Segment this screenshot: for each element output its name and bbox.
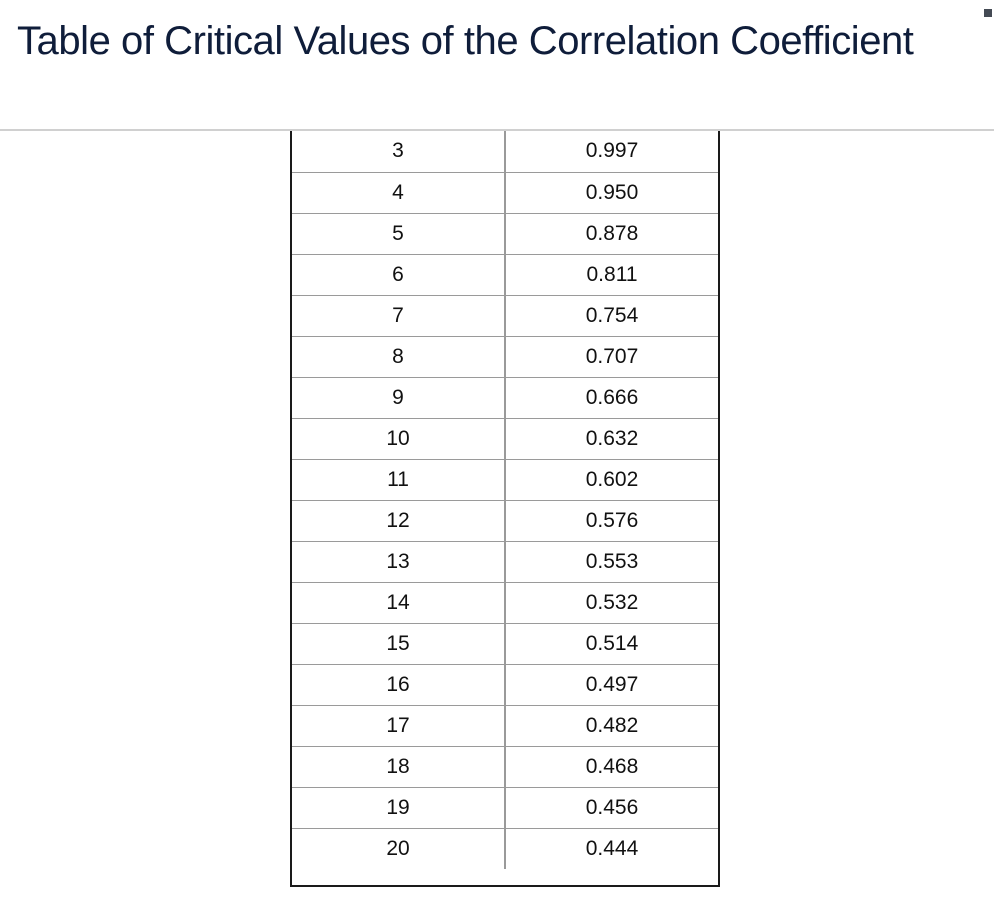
sample-size-cell: 13 bbox=[292, 541, 505, 582]
table-row bbox=[292, 213, 718, 254]
sample-size-cell: 10 bbox=[292, 418, 505, 459]
table-row bbox=[292, 746, 718, 787]
sample-size-cell: 19 bbox=[292, 787, 505, 828]
critical-value-cell: 0.497 bbox=[505, 664, 718, 705]
sample-size-cell: 12 bbox=[292, 500, 505, 541]
critical-value-cell: 0.666 bbox=[505, 377, 718, 418]
critical-value-cell: 0.997 bbox=[505, 131, 718, 172]
critical-value-cell: 0.456 bbox=[505, 787, 718, 828]
table-row bbox=[292, 541, 718, 582]
sample-size-cell: 6 bbox=[292, 254, 505, 295]
table-row bbox=[292, 254, 718, 295]
table-row bbox=[292, 664, 718, 705]
sample-size-cell: 3 bbox=[292, 131, 505, 172]
table-row bbox=[292, 623, 718, 664]
critical-values-grid bbox=[292, 131, 718, 869]
sample-size-cell: 17 bbox=[292, 705, 505, 746]
page-title: Table of Critical Values of the Correlation Coefficient bbox=[17, 19, 914, 63]
sample-size-cell: 4 bbox=[292, 172, 505, 213]
critical-value-cell: 0.514 bbox=[505, 623, 718, 664]
table-row bbox=[292, 131, 718, 172]
critical-value-cell: 0.482 bbox=[505, 705, 718, 746]
table-row bbox=[292, 705, 718, 746]
table-row bbox=[292, 295, 718, 336]
critical-value-cell: 0.950 bbox=[505, 172, 718, 213]
table-body bbox=[292, 131, 718, 869]
critical-value-cell: 0.632 bbox=[505, 418, 718, 459]
sample-size-cell: 5 bbox=[292, 213, 505, 254]
critical-value-cell: 0.532 bbox=[505, 582, 718, 623]
table-row bbox=[292, 459, 718, 500]
table-row bbox=[292, 787, 718, 828]
sample-size-cell: 16 bbox=[292, 664, 505, 705]
critical-value-cell: 0.707 bbox=[505, 336, 718, 377]
sample-size-cell: 9 bbox=[292, 377, 505, 418]
table-row bbox=[292, 377, 718, 418]
critical-value-cell: 0.878 bbox=[505, 213, 718, 254]
table-row bbox=[292, 582, 718, 623]
sample-size-cell: 18 bbox=[292, 746, 505, 787]
sample-size-cell: 14 bbox=[292, 582, 505, 623]
table-row bbox=[292, 336, 718, 377]
resize-handle-icon[interactable] bbox=[984, 9, 992, 17]
table-row bbox=[292, 418, 718, 459]
critical-value-cell: 0.754 bbox=[505, 295, 718, 336]
critical-values-table bbox=[290, 131, 720, 887]
sample-size-cell: 7 bbox=[292, 295, 505, 336]
table-row bbox=[292, 500, 718, 541]
critical-value-cell: 0.444 bbox=[585, 836, 639, 860]
critical-value-cell: 0.602 bbox=[505, 459, 718, 500]
table-row bbox=[292, 172, 718, 213]
sample-size-cell: 11 bbox=[292, 459, 505, 500]
critical-value-cell: 0.468 bbox=[505, 746, 718, 787]
critical-value-cell: 0.811 bbox=[505, 254, 718, 295]
sample-size-cell: 20 bbox=[292, 828, 505, 869]
critical-value-cell: 0.576 bbox=[505, 500, 718, 541]
table-row bbox=[292, 828, 718, 869]
sample-size-cell: 15 bbox=[292, 623, 505, 664]
critical-value-cell: 0.553 bbox=[505, 541, 718, 582]
sample-size-cell: 8 bbox=[292, 336, 505, 377]
